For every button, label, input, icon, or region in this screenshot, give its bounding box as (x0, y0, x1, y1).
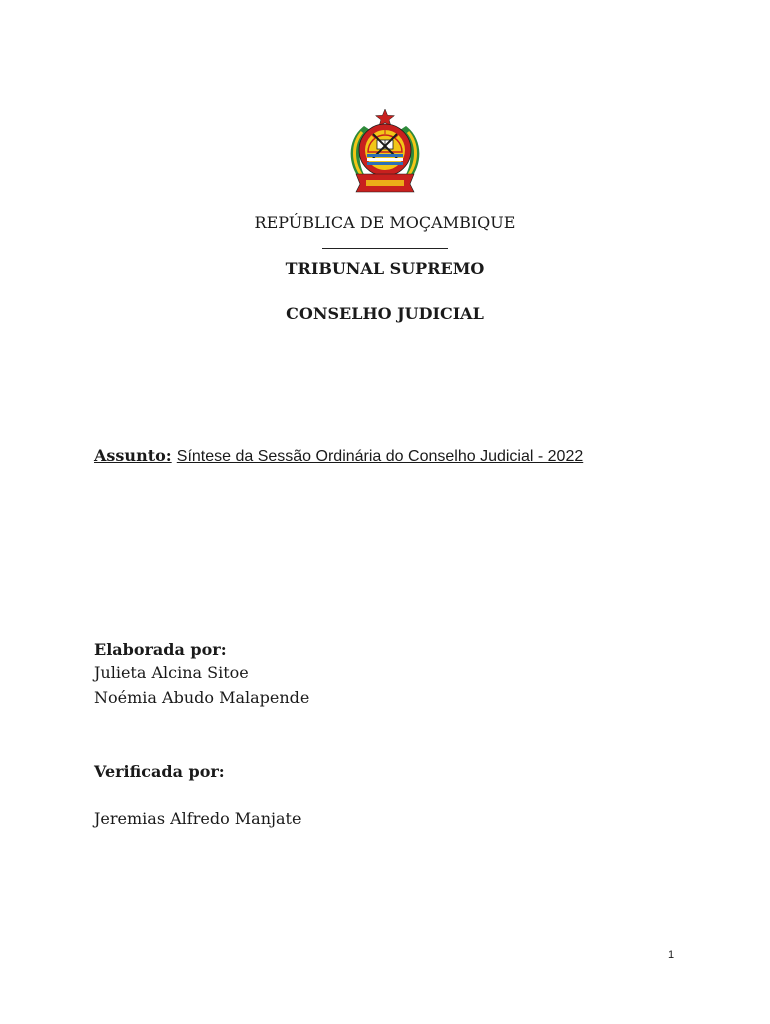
verified-by-name: Jeremias Alfredo Manjate (94, 809, 302, 828)
heading-separator (322, 248, 448, 249)
council-heading: CONSELHO JUDICIAL (286, 304, 484, 323)
subject-label: Assunto: (94, 446, 172, 465)
coat-of-arms-emblem (340, 108, 430, 194)
prepared-by-name: Julieta Alcina Sitoe (94, 663, 249, 682)
page-number: 1 (668, 949, 675, 961)
prepared-by-label: Elaborada por: (94, 640, 227, 659)
subject-line (94, 446, 583, 466)
verified-by-label: Verificada por: (94, 762, 225, 781)
country-heading: REPÚBLICA DE MOÇAMBIQUE (254, 213, 516, 232)
court-heading: TRIBUNAL SUPREMO (285, 259, 485, 278)
prepared-by-name: Noémia Abudo Malapende (94, 688, 310, 707)
subject-text: Síntese da Sessão Ordinária do Conselho Judicial - 2022 (176, 448, 584, 465)
